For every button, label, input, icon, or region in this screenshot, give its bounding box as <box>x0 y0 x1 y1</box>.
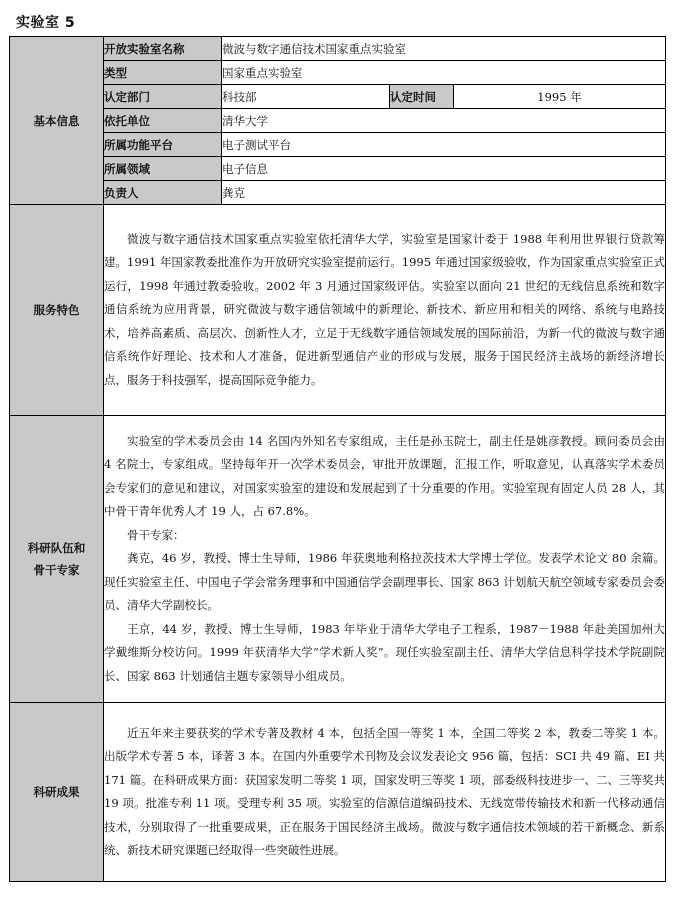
value-type: 国家重点实验室 <box>222 61 666 85</box>
row-head <box>10 181 666 205</box>
row-team <box>10 416 666 703</box>
row-field <box>10 157 666 181</box>
label-head: 负责人 <box>104 181 222 205</box>
team-text <box>104 416 666 703</box>
section-team-line2: 骨干专家 <box>33 563 80 577</box>
row-type <box>10 61 666 85</box>
team-paragraph: 骨干专家： <box>127 527 185 542</box>
label-unit: 依托单位 <box>104 109 222 133</box>
section-team <box>10 416 104 703</box>
row-platform <box>10 133 666 157</box>
section-team-line1: 科研队伍和 <box>27 541 86 555</box>
row-lab-name <box>10 37 666 61</box>
label-time: 认定时间 <box>390 85 454 109</box>
team-paragraph: 实验室的学术委员会由 14 名国内外知名专家组成，主任是孙玉院士，副主任是姚彦教授。顾问委员会由 4 名院士，专家组成。坚持每年开一次学术委员会，审批开放课题，汇报工作，听取意见，认真落实学术委员会专家们的意见和建议，对国家实验室的建设和发展起到了十分重要的作用。实验室现有固定人员 28 人，其中骨干青年优秀人才 19 人，占 67.8%。 <box>104 433 666 519</box>
section-service: 服务特色 <box>10 205 104 416</box>
section-basic-info: 基本信息 <box>10 37 104 205</box>
results-text <box>104 703 666 882</box>
value-field: 电子信息 <box>222 157 666 181</box>
value-unit: 清华大学 <box>222 109 666 133</box>
row-unit <box>10 109 666 133</box>
row-service <box>10 205 666 416</box>
label-dept: 认定部门 <box>104 85 222 109</box>
lab-info-table <box>9 36 666 882</box>
service-text <box>104 205 666 416</box>
service-paragraph: 微波与数字通信技术国家重点实验室依托清华大学，实验室是国家计委于 1988 年利用世界银行贷款筹建。1991 年国家教委批准作为开放研究实验室提前运行。1995 年通过国家级验收，作为国家重点实验室正式运行，1998 年通过教委验收。2002 年 3 月通过国家级评估。实验室以面向 21 世纪的无线信息系统和数字通信系统为应用背景，研究微波与数字通信领域中的新理论、新技术、新应用和相关的网络、系统与电路技术，培养高素质、高层次、创新性人才，立足于无线数字通信领域发展的国际前沿，为新一代的微波与数字通信系统作好理论、技术和人才准备，促进新型通信产业的形成与发展，服务于国民经济主战场的新经济增长点，服务于科技强军，提高国际竞争能力。 <box>104 231 666 387</box>
label-field: 所属领域 <box>104 157 222 181</box>
section-results: 科研成果 <box>10 703 104 882</box>
value-time: 1995 年 <box>454 85 666 109</box>
row-dept <box>10 85 666 109</box>
label-platform: 所属功能平台 <box>104 133 222 157</box>
label-lab-name: 开放实验室名称 <box>104 37 222 61</box>
value-dept: 科技部 <box>222 85 390 109</box>
row-results <box>10 703 666 882</box>
value-platform: 电子测试平台 <box>222 133 666 157</box>
value-head: 龚克 <box>222 181 666 205</box>
value-lab-name: 微波与数字通信技术国家重点实验室 <box>222 37 666 61</box>
results-paragraph: 近五年来主要获奖的学术专著及教材 4 本，包括全国一等奖 1 本，全国二等奖 2 本，教委二等奖 1 本。出版学术专著 5 本，译著 3 本。在国内外重要学术刊物及会议发表论文 956 篇，包括：SCI 共 49 篇、EI 共 171 篇。在科研成果方面：获国家发明二等奖 1 项，国家发明三等奖 1 项，部委级科技进步一、二、三等奖共 19 项。批准专利 11 项。受理专利 35 项。实验室的信源信道编码技术、无线宽带传输技术和新一代移动通信技术，分别取得了一批重要成果，正在服务于国民经济主战场。微波与数字通信技术领域的若干新概念、新系统、新技术研究课题已经取得一些突破性进展。 <box>104 725 666 857</box>
label-type: 类型 <box>104 61 222 85</box>
document-title: 实验室 5 <box>16 15 76 31</box>
team-paragraph: 龚克，46 岁，教授、博士生导师，1986 年获奥地利格拉茨技术大学博士学位。发表学术论文 80 余篇。现任实验室主任、中国电子学会常务理事和中国通信学会副理事长、国家 863 计划航天航空领域专家委员会委员、清华大学副校长。 <box>104 551 666 613</box>
team-paragraph: 王京，44 岁，教授、博士生导师，1983 年毕业于清华大学电子工程系，1987－1988 年赴美国加州大学戴维斯分校访问。1999 年获清华大学“学术新人奖”。现任实验室副主任、清华大学信息科学技术学院副院长、国家 863 计划通信主题专家领导小组成员。 <box>104 621 666 683</box>
